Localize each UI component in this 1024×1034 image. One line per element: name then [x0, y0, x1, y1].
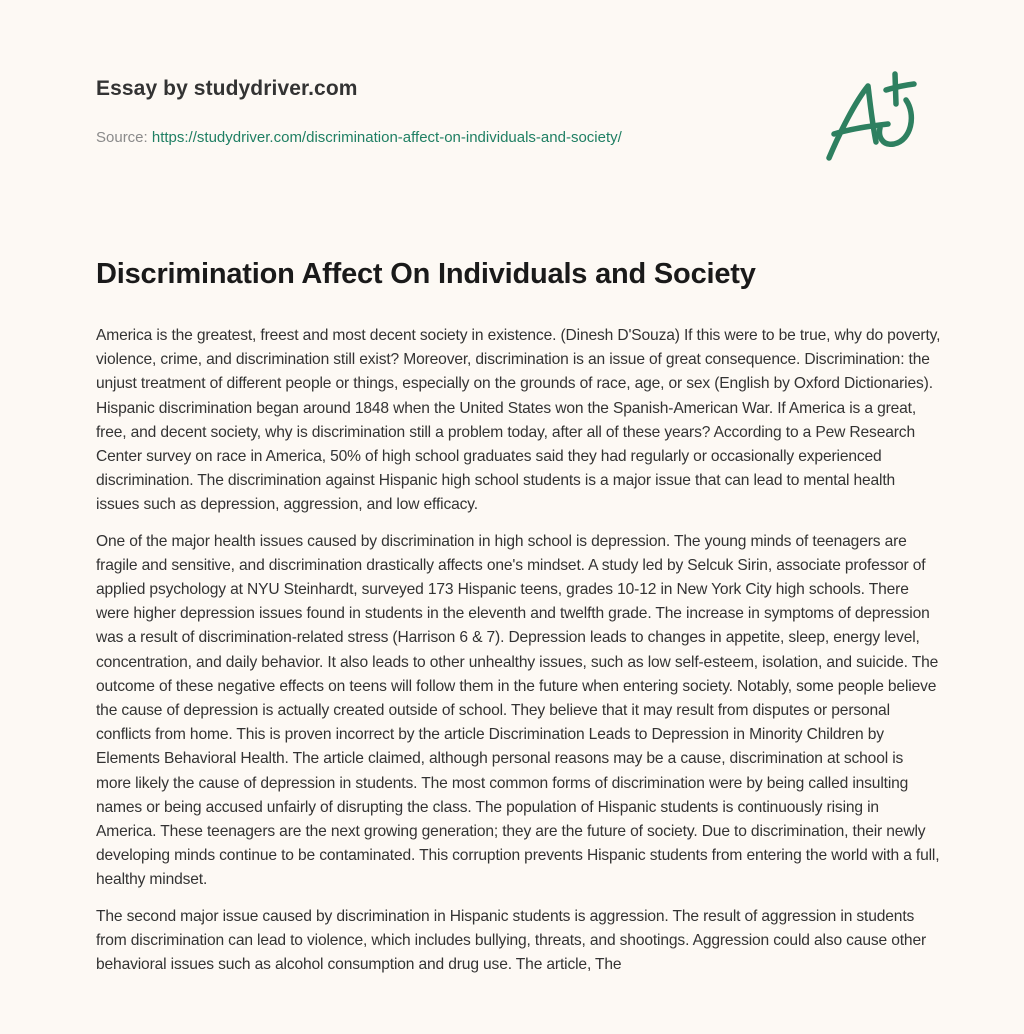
paragraph: The second major issue caused by discrimination in Hispanic students is aggression. The result of aggression in students from discrimination can lead to violence, which includes bullying, threats, and shootings. Aggression could also cause other behavioral issues such as alcohol consumption and drug use. The article, The — [96, 907, 927, 974]
paragraph: America is the greatest, freest and most decent society in existence. (Dinesh D'Souza) If this were to be true, why do poverty, violence, crime, and discrimination still exist? Moreover, discrimination is an issue of great consequence. Discrimination: the unjust treatment of different people or things, especially on the grounds of race, age, or sex (English by Oxford Dictionaries). Hispanic discrimination began around 1848 when the United States won the Spanish-American War. If America is a great, free, and decent society, why is discrimination still a problem today, after all of these years? According to a Pew Research Center survey on race in America, 50% of high school graduates said they had regularly or occasionally experienced discrimination. The discrimination against Hispanic high school students is a major issue that can lead to mental health issues such as depression, aggression, and low efficacy. — [96, 327, 941, 514]
paragraph: One of the major health issues caused by discrimination in high school is depression. The young minds of teenagers are fragile and sensitive, and discrimination drastically affects one's mindset. A study led by Selcuk Sirin, associate professor of applied psychology at NYU Steinhardt, surveyed 173 Hispanic teens, grades 10-12 in New York City high schools. There were higher depression issues found in students in the eleventh and twelfth grade. The increase in symptoms of depression was a result of discrimination-related stress (Harrison 6 & 7). Depression leads to changes in appetite, sleep, energy level, concentration, and daily behavior. It also leads to other unhealthy issues, such as low self-esteem, isolation, and suicide. The outcome of these negative effects on teens will follow them in the future when entering society. Notably, some people believe the cause of depression is actually created outside of school. They believe that it may result from disputes or personal conflicts from home. This is proven incorrect by the article Discrimination Leads to Depression in Minority Children by Elements Behavioral Health. The article claimed, although personal reasons may be a cause, discrimination at school is more likely the cause of depression in students. The most common forms of discrimination were by being called insulting names or being accused unfairly of disrupting the class. The population of Hispanic students is continuously rising in America. These teenagers are the next growing generation; they are the future of society. Due to discrimination, their newly developing minds continue to be contaminated. This corruption prevents Hispanic students from entering the world with a full, healthy mindset. — [96, 532, 940, 889]
essay-body — [96, 324, 942, 989]
a-plus-grade-icon — [820, 62, 930, 172]
site-title: Essay by studydriver.com — [96, 77, 358, 100]
page-header — [96, 74, 926, 148]
source-link[interactable]: https://studydriver.com/discrimination-affect-on-individuals-and-society/ — [151, 129, 622, 146]
source-label: Source: — [96, 129, 152, 146]
document-title: Discrimination Affect On Individuals and Society — [96, 258, 756, 290]
source-line — [96, 128, 926, 148]
